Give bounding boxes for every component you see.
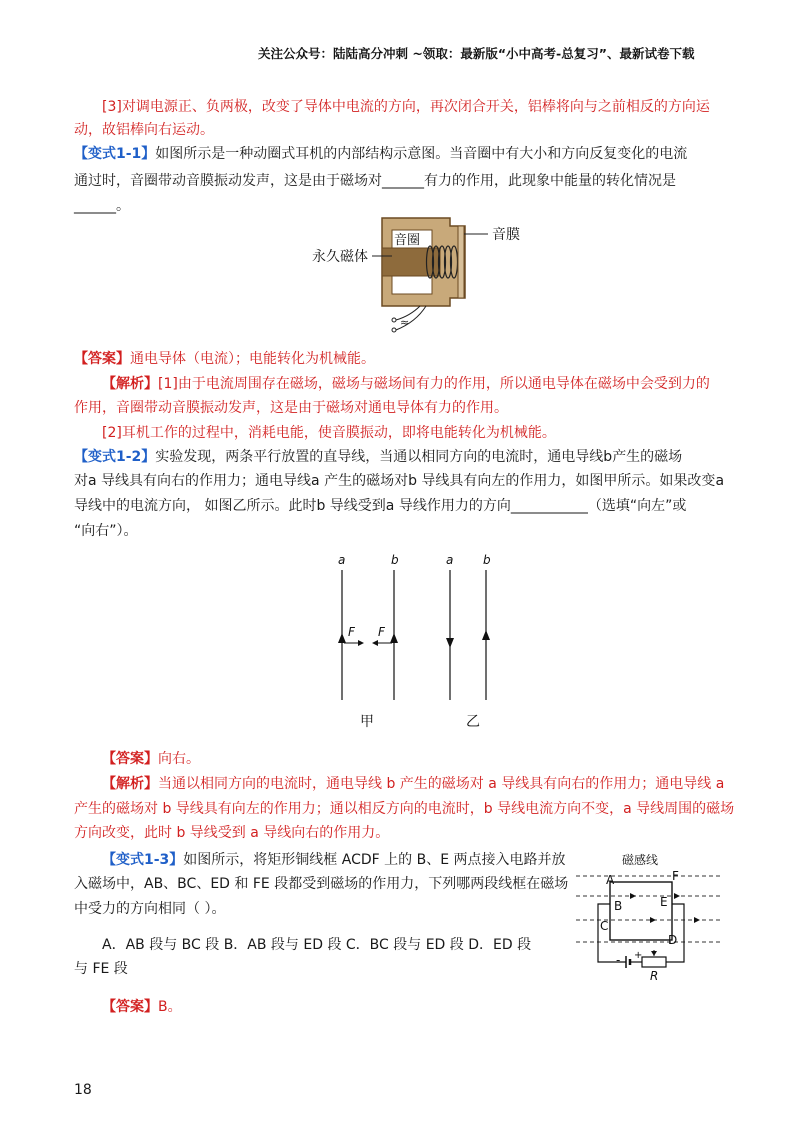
label-F2: F [378,625,385,639]
t: a [311,473,320,489]
t: a [715,473,725,489]
terminal-1 [392,318,396,322]
analysis-tag: 【解析】 [102,776,158,792]
current-arrow-a-jia [338,633,346,643]
variant-1-2-analysis-1 [102,774,724,794]
label-A: A [606,873,615,887]
analysis-text-1: 当通以相同方向的电流时，通电导线 b 产生的磁场对 a 导线具有向右的作用力；通电导线 a [158,776,725,792]
variant-1-1-analysis-1 [102,374,710,394]
variant-1-2-analysis-3: 方向改变，此时 b 导线受到 a 导线向右的作用力。 [74,825,390,841]
prev-analysis-line-1: [3]对调电源正、负两极，改变了导体中电流的方向，再次闭合开关，铝棒将向与之前相反的方向运 [102,99,710,115]
t: b [316,498,326,514]
variant-1-1-line-1 [74,144,687,164]
label-magnet: 永久磁体 [312,249,368,265]
variant-1-3-options-2: 与 FE 段 [74,961,128,977]
label-minus: - [616,953,621,967]
answer-tag: 【答案】 [102,751,158,767]
variant-1-2-answer [102,749,200,769]
current-arrow-b-jia [390,633,398,643]
t: 导线作用力的方向___________（选填“向左”或 [394,498,687,514]
variant-1-1-analysis-2: 作用，音圈带动音膜振动发声，这是由于磁场对通电导体有力的作用。 [74,400,508,416]
variant-1-2-analysis-2: 产生的磁场对 b 导线具有向左的作用力；通以相反方向的电流时，b 导线电流方向不变，a 导线周围的磁场 [74,801,735,817]
variant-1-3-line-1 [102,850,566,870]
variant-1-2-line-2 [74,471,724,491]
variant-1-3-answer [102,997,182,1017]
variant-1-1-tag: 【变式1-1】 [74,146,156,162]
rheostat-slider-head [651,951,657,956]
label-R: R [650,969,659,983]
t: a [88,473,97,489]
t: 产生的磁场 [612,449,683,465]
force-arrowhead-a [358,640,364,646]
membrane-shape [458,226,464,298]
variant-1-1-line-2: 通过时，音圈带动音膜振动发声，这是由于磁场对______有力的作用，此现象中能量的转化情况是 [74,173,676,189]
current-arrow-b-yi [482,630,490,640]
variant-1-1-line-3: ______。 [74,198,130,214]
variant-1-3-line-2: 入磁场中，AB、BC、ED 和 FE 段都受到磁场的作用力，下列哪两段线框在磁场 [74,876,569,892]
t: 对 [74,473,88,489]
caption-jia: 甲 [360,714,374,730]
variant-1-1-answer [74,349,375,369]
t: 实验发现，两条平行放置的直导线，当通以相同方向的电流时，通电导线 [155,449,604,465]
t: 导线具有向左的作用力，如图甲所示。如果改变 [416,473,716,489]
label-field-lines: 磁感线 [622,853,659,867]
label-D: D [668,933,678,947]
force-arrowhead-b [372,640,378,646]
rheostat [642,957,666,967]
label-a-jia: a [338,553,346,567]
parallel-wires-figure [320,548,520,738]
t: b [408,473,417,489]
cavity-bottom [392,276,432,294]
label-b-jia: b [391,553,399,567]
answer-text: B。 [158,999,182,1015]
analysis-text-1: [1]由于电流周围存在磁场，磁场与磁场间有力的作用，所以通电导体在磁场中会受到力的 [158,376,710,392]
t: 导线中的电流方向， 如图乙所示。此时 [74,498,317,514]
label-E: E [660,895,668,909]
current-arrow-a-yi [446,638,454,648]
prev-analysis-line-2: 动，故铝棒向右运动。 [74,122,214,138]
label-b-yi: b [483,553,491,567]
variant-1-2-line-1 [74,447,682,467]
ac-symbol: ≈ [400,316,410,329]
variant-1-1-analysis-3: [2]耳机工作的过程中，消耗电能，使音膜振动，即将电能转化为机械能。 [102,425,556,441]
variant-1-2-tag: 【变式1-2】 [74,449,156,465]
variant-1-2-line-3 [74,496,686,516]
page-number: 18 [74,1082,92,1098]
label-C: C [600,919,609,933]
answer-tag: 【答案】 [102,999,158,1015]
t: a [385,498,395,514]
label-coil: 音圈 [394,233,421,248]
t: 导线受到 [325,498,386,514]
variant-1-3-text-1: 如图所示，将矩形铜线框 ACDF 上的 B、E 两点接入电路并放 [183,852,566,868]
label-a-yi: a [446,553,454,567]
label-plus: + [634,950,643,961]
label-B: B [614,899,623,913]
variant-1-1-text-1: 如图所示是一种动圈式耳机的内部结构示意图。当音圈中有大小和方向反复变化的电流 [155,146,688,162]
frame-circuit-figure [566,850,726,986]
variant-1-3-options: A．AB 段与 BC 段 B．AB 段与 ED 段 C．BC 段与 ED 段 D．ED 段 [102,937,532,953]
page-header: 关注公众号：陆陆高分冲刺 ~领取：最新版“小中高考-总复习”、最新试卷下载 [258,46,695,61]
label-F: F [672,869,679,883]
label-F1: F [348,625,355,639]
variant-1-3-tag: 【变式1-3】 [102,852,184,868]
t: b [603,449,613,465]
headphone-figure [300,210,540,340]
terminal-2 [392,328,396,332]
answer-tag: 【答案】 [74,351,130,367]
caption-yi: 乙 [466,714,480,730]
label-membrane: 音膜 [492,227,520,243]
answer-text: 向右。 [158,751,200,767]
variant-1-2-line-4: “向右”）。 [74,523,138,539]
t: 导线具有向右的作用力；通电导线 [96,473,312,489]
analysis-tag: 【解析】 [102,376,158,392]
answer-text: 通电导体（电流）；电能转化为机械能。 [130,351,375,367]
t: 产生的磁场对 [319,473,409,489]
magnet-core [382,248,440,276]
variant-1-3-line-3: 中受力的方向相同（ ）。 [74,901,226,917]
